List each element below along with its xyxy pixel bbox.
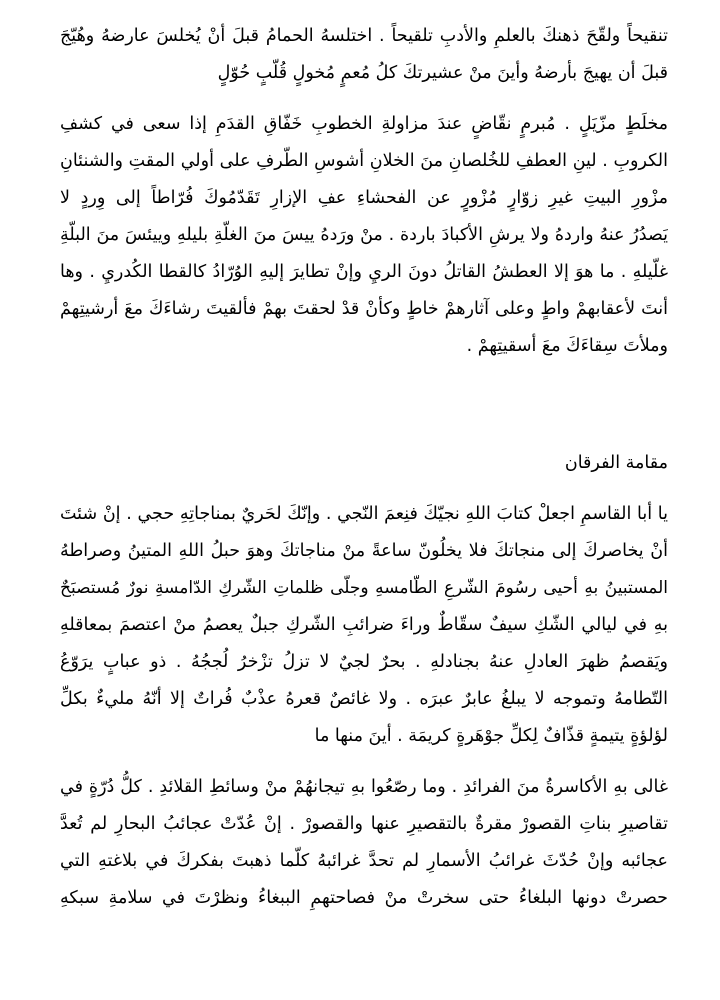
text-line: التّطامهُ وتموجه لا يبلغُ عابرٌ عبرَه . ولا غائصٌ قعرهُ عذْبٌ فُراتٌ إلا أنّهُ مليءٌ بكلِّ [60,689,668,709]
text-line: غالى بهِ الأكاسرةُ منَ الفرائدِ . وما رصّعُوا بهِ تيجانهُمْ منْ وسائطِ القلائدِ . كلُّ دُرّةٍ في [60,777,668,797]
paragraph-gap [60,92,668,106]
text-line: وملأتَ سِقاءَكَ معَ أسقيتِهمْ . [466,336,668,356]
paragraph-gap [60,755,668,769]
text-line: أنتَ لأعقابهمْ واطٍ وعلى آثارهمْ خاطٍ وكأنْ قدْ لحقتَ بهمْ فألقيتَ رشاءَكَ معَ أرشيتِهمْ [60,299,668,319]
paragraph-4 [60,769,668,917]
text-line: حصرتْ دونها البلغاءُ حتى سخرتْ منْ فصاحتهمِ الببغاءُ ونظرْتَ في سلامةِ سبكهِ [60,888,668,908]
text-line: عجائبه وإنْ حُدّثَ غرائبُ الأسمارِ لم تحدَّ غرائبهُ كلّما ذهبتَ بفكركَ في بلاغتهِ التي [60,851,668,871]
text-line: لؤلؤةٍ يتيمةٍ قذّافٌ لِكلِّ جوْهَرةٍ كريمَة . أينَ منها ما [314,726,668,746]
text-line: يا أبا القاسمِ اجعلْ كتابَ اللهِ نجيّكَ فنِعمَ النّجي . وإنّكَ لحَريٌ بمناجاتِهِ حجي . إنْ شئتَ [60,504,668,524]
text-line: الكروبِ . لينِ العطفِ للخُلصانِ منَ الخلانِ أشوسِ الطّرفِ على أولي المقتِ والشنئانِ [60,151,668,171]
text-line: تنقيحاً ولقّحَ ذهنكَ بالعلمِ والأدبِ تلقيحاً . اختلسهُ الحمامُ قبلَ أنْ يُخلسَ عارضهُ وهُيّجَ [60,26,668,46]
text-line: قبلَ أن يهيجَ بأرضهُ وأينَ منْ عشيرتكَ كلُ مُعمٍ مُخولٍ قُلّبٍ حُوّلٍ [217,63,668,83]
document-page [60,18,668,917]
paragraph-3 [60,496,668,755]
text-line: ويَقصمُ ظهرَ العادلِ عنهُ بجنادلهِ . بحرٌ لجيٌ لا تزلُ تزْخرُ لُججُهُ . ذو عبابٍ يرَوّعُ [60,652,668,672]
text-line: مزْورِ البيتِ غيرِ زوّارٍ مُزْورٍ عن الفحشاءِ عفِ الإزارِ تَقَدّمُوكَ فُرّاطاً إلى وِردٍ لا [60,188,668,208]
section-heading: مقامة الفرقان [564,453,668,473]
text-line: أنْ يخاصركَ إلى منجاتكَ فلا يخلُونّ ساعةً منْ مناجاتكَ وهوَ حبلُ اللهِ المتينُ وصراطهُ [60,541,668,561]
paragraph-2 [60,106,668,365]
paragraph-1 [60,18,668,92]
section-gap [60,365,668,445]
text-line: تقاصيرِ بناتِ القصورْ مقرةٌ بالتقصيرِ عنها والقصورْ . إنْ عُدّتْ عجائبُ البحارِ لم تُعدَّ [60,814,668,834]
text-line: بهِ في ليالي الشّكِ سيفٌ سقّاطٌ وراءَ ضرائبِ الشّركِ جبلٌ يعصمُ منْ اعتصمَ بمعاقلهِ [60,615,668,635]
paragraph-gap [60,482,668,496]
text-line: المستبينُ بهِ أحيى رسُومَ الشّرعِ الطّامسهِ وجلّى ظلماتِ الشّركِ الدّامسةِ نورٌ مُستصبَحٌ [60,578,668,598]
text-line: يَصدُرُ عنهُ واردهُ ولا يرشِ الأكبادَ باردة . منْ ورَدهُ ييسَ منَ الغلّةِ بليلهِ وييئسَ منَ البلّةِ [60,225,668,245]
text-line: غلّيلهِ . ما هوَ إلا العطشُ القاتلُ دونَ الريِ وإنْ تطايرَ إليهِ الوُرّادُ كالقطا الكُدريِ . وها [60,262,668,282]
text-line: مخلَطٍ مزّيَلٍ . مُبرمٍ نقّاضٍ عندَ مزاولةِ الخطوبِ خَفّاقِ القدَمِ إذا سعى في كشفِ [60,114,668,134]
